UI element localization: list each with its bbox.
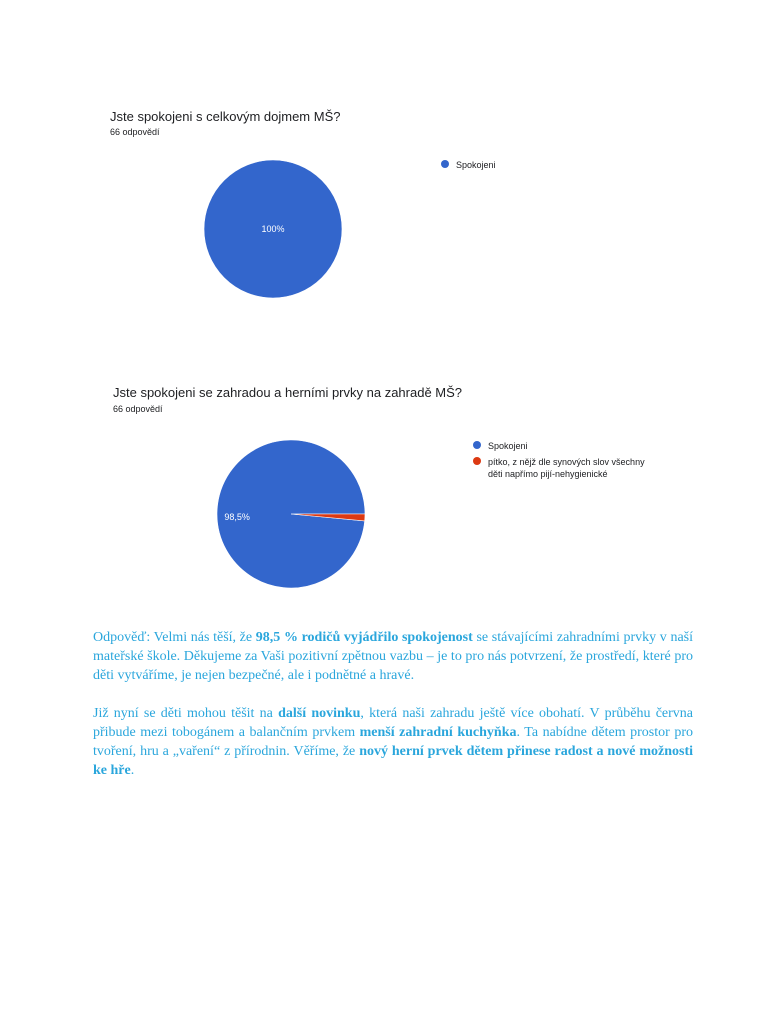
legend-item xyxy=(441,159,681,171)
answer-run: se stávajícími zahradními prvky v naší mateřské škole. Děkujeme za Vaši pozitivní zpětnou vazbu – je to pro nás potvrzení, že prostředí, které pro děti vytváříme, je nejen bezpečné, ale i podnětné a hravé. xyxy=(93,630,694,683)
chart-2-legend xyxy=(473,440,713,484)
legend-swatch xyxy=(441,160,449,168)
answer-run: . Ta nabídne dětem prostor pro tvoření, hru a „vaření“ z přírodnin. Věříme, že xyxy=(93,725,693,759)
answer-emphasis: další novinku xyxy=(278,706,361,721)
chart-1-subtitle: 66 odpovědí xyxy=(110,127,160,137)
legend-label: pítko, z nějž dle synových slov všechny děti napřímo pijí-nehygienické xyxy=(488,457,645,479)
pie-slice-label-1: 100% xyxy=(261,224,285,234)
answer-paragraph-2 xyxy=(93,704,693,780)
answer-run: . xyxy=(130,763,135,778)
pie-chart-1 xyxy=(204,160,342,298)
chart-2-title: Jste spokojeni se zahradou a herními prvky na zahradě MŠ? xyxy=(113,385,463,400)
answer-run: Již nyní se děti mohou těšit na xyxy=(93,706,279,721)
legend-swatch xyxy=(473,457,481,465)
answer-run: Odpověď: Velmi nás těší, že xyxy=(93,630,256,645)
answer-emphasis: nový herní prvek dětem přinese radost a nové možnosti ke hře xyxy=(93,744,693,778)
chart-2-subtitle: 66 odpovědí xyxy=(113,404,163,414)
answer-emphasis: 98,5 % rodičů vyjádřilo spokojenost xyxy=(255,630,473,645)
answer-paragraph-1 xyxy=(93,628,693,685)
answer-text xyxy=(93,628,693,799)
legend-swatch xyxy=(473,441,481,449)
legend-label: Spokojeni xyxy=(488,441,528,451)
legend-label: Spokojeni xyxy=(456,160,496,170)
answer-emphasis: menší zahradní kuchyňka xyxy=(359,725,517,740)
chart-1-title: Jste spokojeni s celkovým dojmem MŠ? xyxy=(110,109,341,124)
pie-slice-label-1: 98,5% xyxy=(224,512,250,522)
chart-1-legend xyxy=(441,159,681,175)
pie-chart-2 xyxy=(217,440,365,588)
answer-run: , která naši zahradu ještě více obohatí. V průběhu června přibude mezi tobogánem a balančním prvkem xyxy=(93,706,693,740)
legend-item xyxy=(473,440,713,452)
legend-item xyxy=(473,456,713,480)
